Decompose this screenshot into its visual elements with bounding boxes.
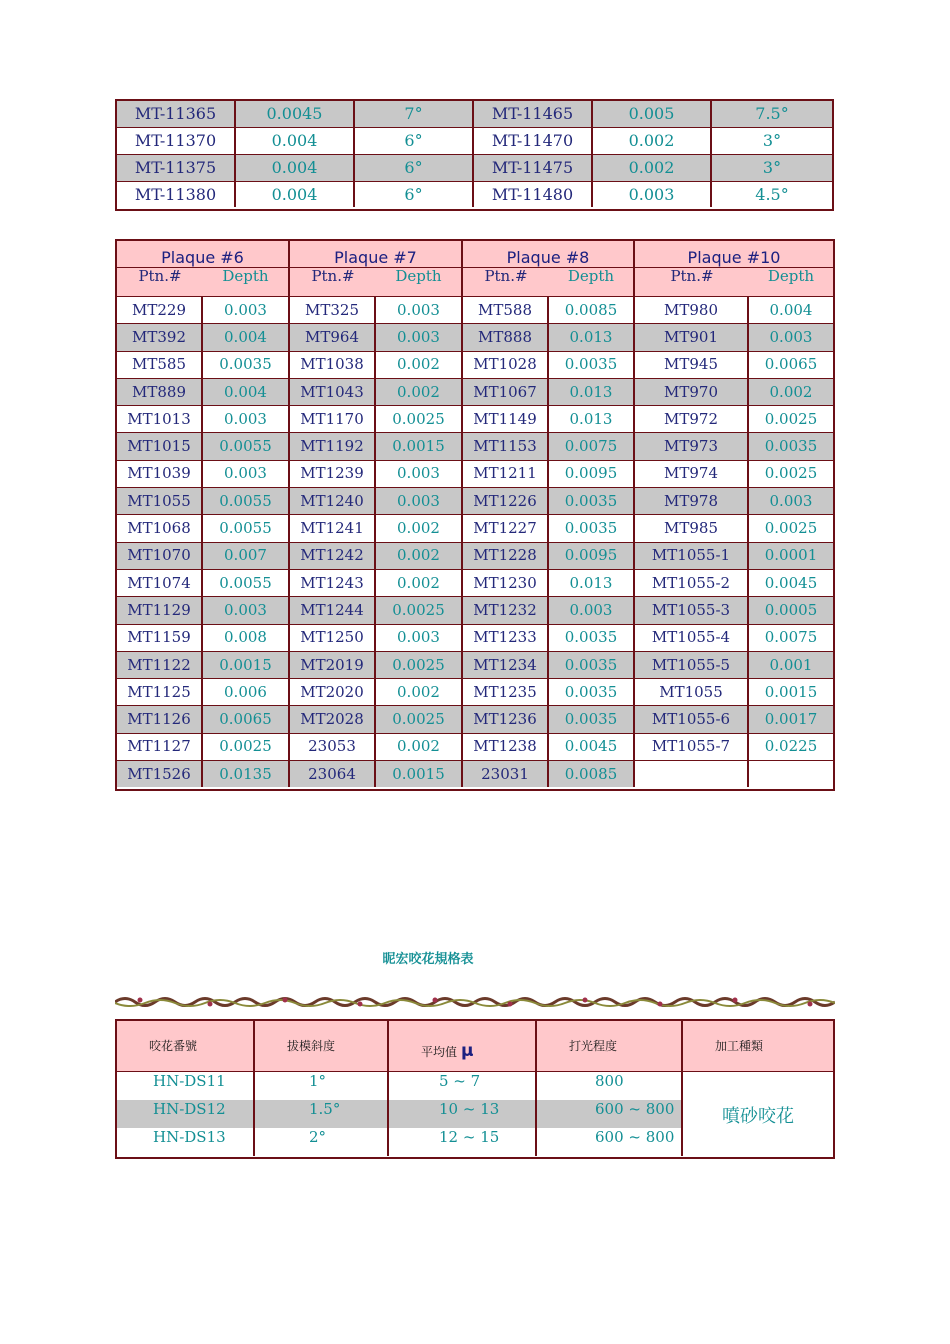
depth-value: 0.002 bbox=[376, 543, 463, 569]
mt-cell: 3° bbox=[762, 131, 782, 150]
plaque-row bbox=[117, 678, 833, 705]
pattern-number: MT1055-5 bbox=[635, 652, 749, 678]
pattern-number: MT1055-6 bbox=[635, 706, 749, 732]
pattern-number: MT1055-4 bbox=[635, 625, 749, 651]
decorative-vine-divider bbox=[115, 995, 835, 1009]
depth-value: 0.0055 bbox=[203, 515, 290, 541]
plaque-row bbox=[117, 378, 833, 405]
depth-value: 0.0045 bbox=[549, 734, 635, 760]
mt-row bbox=[117, 128, 832, 155]
plaque-title: Plaque #10 bbox=[687, 248, 781, 267]
depth-value: 0.003 bbox=[376, 324, 463, 350]
depth-value: 0.0017 bbox=[764, 710, 818, 729]
depth-value: 0.0035 bbox=[203, 352, 290, 378]
plaque-row bbox=[117, 733, 833, 760]
depth-value: 0.002 bbox=[376, 379, 463, 405]
pattern-number: MT1125 bbox=[117, 679, 203, 705]
mt-cell: 0.004 bbox=[236, 128, 355, 154]
pattern-number: MT1038 bbox=[290, 352, 376, 378]
spec-header-cell bbox=[389, 1021, 537, 1071]
depth-value: 0.003 bbox=[376, 488, 463, 514]
depth-value: 0.003 bbox=[203, 461, 290, 487]
spec-row bbox=[117, 1128, 683, 1156]
plaque-title: Plaque #8 bbox=[506, 248, 590, 267]
pattern-number: 23053 bbox=[290, 734, 376, 760]
pattern-number: MT888 bbox=[463, 324, 549, 350]
mt-cell: MT-11465 bbox=[474, 101, 593, 127]
pattern-number: MT1227 bbox=[463, 515, 549, 541]
plaque-header bbox=[117, 241, 833, 296]
depth-value: 0.001 bbox=[769, 655, 813, 674]
pattern-number: MT1526 bbox=[117, 761, 203, 787]
depth-value: 0.013 bbox=[549, 379, 635, 405]
depth-value: 0.0025 bbox=[764, 409, 818, 428]
pattern-number: MT1055-1 bbox=[635, 543, 749, 569]
depth-value: 0.0035 bbox=[549, 706, 635, 732]
depth-value: 0.0025 bbox=[203, 734, 290, 760]
spec-title: 昵宏咬花規格表 bbox=[382, 952, 474, 967]
spec-cell: HN-DS13 bbox=[117, 1128, 255, 1156]
depth-value: 0.003 bbox=[376, 461, 463, 487]
depth-value: 0.0025 bbox=[376, 706, 463, 732]
depth-value: 0.004 bbox=[203, 379, 290, 405]
depth-value: 0.007 bbox=[203, 543, 290, 569]
plaque-row bbox=[117, 405, 833, 432]
plaque-group-header bbox=[635, 241, 833, 296]
spec-cell: 600 ~ 800 bbox=[537, 1100, 683, 1128]
plaque-subheader bbox=[117, 267, 288, 285]
pattern-number: MT1055-7 bbox=[635, 734, 749, 760]
pattern-number: MT1153 bbox=[463, 433, 549, 459]
mt-cell: 0.005 bbox=[593, 101, 712, 127]
plaque-row bbox=[117, 542, 833, 569]
depth-value: 0.0075 bbox=[549, 433, 635, 459]
depth-value: 0.004 bbox=[769, 300, 813, 319]
pattern-number bbox=[635, 761, 749, 787]
spec-header-label: 拔模斜度 bbox=[287, 1039, 336, 1053]
pattern-number: MT1055-2 bbox=[635, 570, 749, 596]
mt-cell: 0.004 bbox=[236, 182, 355, 207]
spec-cell: 5 ~ 7 bbox=[389, 1072, 537, 1100]
pattern-number: MT1230 bbox=[463, 570, 549, 596]
pattern-number: MT1233 bbox=[463, 625, 549, 651]
depth-value: 0.002 bbox=[769, 382, 813, 401]
depth-value: 0.0035 bbox=[549, 679, 635, 705]
depth-value: 0.0055 bbox=[203, 433, 290, 459]
depth-value: 0.0225 bbox=[764, 737, 818, 756]
pattern-number: MT985 bbox=[635, 515, 749, 541]
depth-value: 0.003 bbox=[203, 406, 290, 432]
pattern-number: MT1067 bbox=[463, 379, 549, 405]
spec-header-cell bbox=[683, 1021, 833, 1071]
depth-column-header: Depth bbox=[767, 267, 815, 285]
plaque-row bbox=[117, 705, 833, 732]
pattern-number: MT1043 bbox=[290, 379, 376, 405]
depth-value: 0.0035 bbox=[549, 625, 635, 651]
spec-row bbox=[117, 1100, 683, 1128]
pattern-number: MT1192 bbox=[290, 433, 376, 459]
mt-cell: 7° bbox=[355, 101, 474, 127]
plaque-group-header bbox=[290, 241, 463, 296]
pattern-number: MT1074 bbox=[117, 570, 203, 596]
pattern-number: MT1149 bbox=[463, 406, 549, 432]
depth-value: 0.003 bbox=[769, 491, 813, 510]
mt-row bbox=[117, 101, 832, 128]
pattern-number: MT1242 bbox=[290, 543, 376, 569]
depth-value: 0.0055 bbox=[203, 488, 290, 514]
pattern-number: 23064 bbox=[290, 761, 376, 787]
plaque-subheader bbox=[290, 267, 461, 285]
depth-value: 0.003 bbox=[549, 597, 635, 623]
pattern-number: MT978 bbox=[635, 488, 749, 514]
depth-value: 0.002 bbox=[376, 515, 463, 541]
depth-value: 0.0035 bbox=[549, 515, 635, 541]
spec-header-cell bbox=[255, 1021, 389, 1071]
pattern-number: MT1232 bbox=[463, 597, 549, 623]
plaque-row bbox=[117, 296, 833, 323]
mt-cell: MT-11365 bbox=[117, 101, 236, 127]
depth-column-header: Depth bbox=[567, 267, 615, 285]
depth-value: 0.0055 bbox=[203, 570, 290, 596]
mt-cell: MT-11380 bbox=[117, 182, 236, 207]
mt-cell: 0.002 bbox=[593, 128, 712, 154]
depth-column-header: Depth bbox=[395, 267, 442, 285]
depth-value: 0.0085 bbox=[549, 297, 635, 323]
depth-value: 0.0065 bbox=[203, 706, 290, 732]
pattern-number: MT1235 bbox=[463, 679, 549, 705]
depth-value: 0.003 bbox=[203, 597, 290, 623]
depth-value: 0.0045 bbox=[764, 573, 818, 592]
plaque-row bbox=[117, 760, 833, 787]
mt-cell: MT-11470 bbox=[474, 128, 593, 154]
depth-value: 0.0015 bbox=[376, 761, 463, 787]
pattern-number: MT1015 bbox=[117, 433, 203, 459]
pattern-number: MT1211 bbox=[463, 461, 549, 487]
plaque-row bbox=[117, 624, 833, 651]
spec-cell: HN-DS11 bbox=[117, 1072, 255, 1100]
plaque-title: Plaque #7 bbox=[334, 248, 417, 267]
mt-cell: 6° bbox=[355, 128, 474, 154]
plaque-row bbox=[117, 487, 833, 514]
depth-value: 0.0085 bbox=[549, 761, 635, 787]
mu-symbol: μ bbox=[461, 1041, 474, 1061]
spec-cell: 10 ~ 13 bbox=[389, 1100, 537, 1128]
depth-value: 0.004 bbox=[203, 324, 290, 350]
mt-cell: MT-11475 bbox=[474, 155, 593, 181]
pattern-number: MT945 bbox=[635, 352, 749, 378]
depth-value: 0.0035 bbox=[549, 488, 635, 514]
spec-cell: 2° bbox=[255, 1128, 389, 1156]
pattern-number: MT1159 bbox=[117, 625, 203, 651]
spec-row bbox=[117, 1072, 683, 1100]
depth-value: 0.013 bbox=[549, 324, 635, 350]
depth-value: 0.006 bbox=[203, 679, 290, 705]
depth-value: 0.0025 bbox=[376, 597, 463, 623]
depth-value: 0.0095 bbox=[549, 543, 635, 569]
ptn-column-header: Ptn.# bbox=[311, 267, 355, 285]
plaque-subheader bbox=[635, 267, 833, 285]
plaque-row bbox=[117, 432, 833, 459]
pattern-number: MT1244 bbox=[290, 597, 376, 623]
spec-table bbox=[115, 1019, 835, 1159]
process-type-cell: 噴砂咬花 bbox=[722, 1105, 794, 1127]
pattern-number: MT901 bbox=[635, 324, 749, 350]
pattern-number: MT1122 bbox=[117, 652, 203, 678]
spec-rows bbox=[117, 1072, 683, 1156]
mt-cell: 3° bbox=[762, 158, 782, 177]
depth-value: 0.0135 bbox=[203, 761, 290, 787]
depth-value: 0.0075 bbox=[764, 628, 818, 647]
plaque-group-header bbox=[463, 241, 635, 296]
depth-value: 0.003 bbox=[376, 625, 463, 651]
pattern-number: MT1170 bbox=[290, 406, 376, 432]
depth-value: 0.0035 bbox=[549, 652, 635, 678]
pattern-number: MT1234 bbox=[463, 652, 549, 678]
spec-cell: 1.5° bbox=[255, 1100, 389, 1128]
spec-header-label: 打光程度 bbox=[569, 1039, 618, 1053]
pattern-number: MT1236 bbox=[463, 706, 549, 732]
depth-value: 0.0035 bbox=[764, 437, 818, 456]
pattern-number: MT1070 bbox=[117, 543, 203, 569]
pattern-number: MT1250 bbox=[290, 625, 376, 651]
pattern-number: MT1228 bbox=[463, 543, 549, 569]
pattern-number: MT964 bbox=[290, 324, 376, 350]
plaque-row bbox=[117, 569, 833, 596]
mt-cell: MT-11370 bbox=[117, 128, 236, 154]
depth-value: 0.002 bbox=[376, 570, 463, 596]
depth-value: 0.0025 bbox=[376, 652, 463, 678]
depth-value: 0.0065 bbox=[764, 355, 818, 374]
mt-cell: MT-11375 bbox=[117, 155, 236, 181]
spec-cell: 800 bbox=[537, 1072, 683, 1100]
mt-cell: 7.5° bbox=[755, 104, 789, 123]
pattern-number: MT1013 bbox=[117, 406, 203, 432]
pattern-number: MT588 bbox=[463, 297, 549, 323]
pattern-number: MT2020 bbox=[290, 679, 376, 705]
depth-value: 0.002 bbox=[376, 679, 463, 705]
plaque-title: Plaque #6 bbox=[161, 248, 244, 267]
depth-value: 0.003 bbox=[769, 327, 813, 346]
pattern-number: MT1226 bbox=[463, 488, 549, 514]
pattern-number: MT1127 bbox=[117, 734, 203, 760]
pattern-number: MT970 bbox=[635, 379, 749, 405]
pattern-number: MT325 bbox=[290, 297, 376, 323]
spec-header-label: 加工種類 bbox=[715, 1039, 764, 1053]
pattern-number: MT1055 bbox=[117, 488, 203, 514]
depth-value: 0.013 bbox=[549, 570, 635, 596]
plaque-group-header bbox=[117, 241, 290, 296]
depth-value: 0.0015 bbox=[203, 652, 290, 678]
mt-cell: 0.004 bbox=[236, 155, 355, 181]
mt-angle-table bbox=[115, 99, 834, 211]
pattern-number: MT1055-3 bbox=[635, 597, 749, 623]
plaque-row bbox=[117, 323, 833, 350]
plaque-row bbox=[117, 351, 833, 378]
pattern-number: MT1240 bbox=[290, 488, 376, 514]
pattern-number: MT1241 bbox=[290, 515, 376, 541]
pattern-number: MT1238 bbox=[463, 734, 549, 760]
plaque-depth-table bbox=[115, 239, 835, 791]
ptn-column-header: Ptn.# bbox=[484, 267, 528, 285]
pattern-number: MT1028 bbox=[463, 352, 549, 378]
depth-value: 0.002 bbox=[376, 352, 463, 378]
plaque-body bbox=[117, 296, 833, 787]
depth-value: 0.0025 bbox=[764, 464, 818, 483]
plaque-row bbox=[117, 596, 833, 623]
pattern-number: MT972 bbox=[635, 406, 749, 432]
depth-value: 0.0005 bbox=[764, 600, 818, 619]
plaque-row bbox=[117, 460, 833, 487]
depth-value: 0.0095 bbox=[549, 461, 635, 487]
pattern-number: MT1068 bbox=[117, 515, 203, 541]
pattern-number: MT585 bbox=[117, 352, 203, 378]
pattern-number: MT1055 bbox=[635, 679, 749, 705]
plaque-row bbox=[117, 514, 833, 541]
depth-value: 0.0001 bbox=[764, 546, 818, 565]
ptn-column-header: Ptn.# bbox=[138, 267, 182, 285]
mt-cell: MT-11480 bbox=[474, 182, 593, 207]
depth-value: 0.0025 bbox=[764, 519, 818, 538]
pattern-number: MT973 bbox=[635, 433, 749, 459]
mt-cell: 0.0045 bbox=[236, 101, 355, 127]
mt-row bbox=[117, 182, 832, 207]
mt-cell: 0.003 bbox=[593, 182, 712, 207]
spec-cell: 12 ~ 15 bbox=[389, 1128, 537, 1156]
mt-cell: 4.5° bbox=[755, 184, 789, 204]
spec-header-row bbox=[117, 1021, 833, 1072]
spec-header-cell bbox=[117, 1021, 255, 1071]
spec-cell: 1° bbox=[255, 1072, 389, 1100]
pattern-number: MT2019 bbox=[290, 652, 376, 678]
pattern-number: MT2028 bbox=[290, 706, 376, 732]
pattern-number: MT974 bbox=[635, 461, 749, 487]
depth-value: 0.0025 bbox=[376, 406, 463, 432]
pattern-number: 23031 bbox=[463, 761, 549, 787]
spec-header-label: 咬花番號 bbox=[149, 1039, 198, 1053]
pattern-number: MT1239 bbox=[290, 461, 376, 487]
mt-cell: 0.002 bbox=[593, 155, 712, 181]
spec-header-cell bbox=[537, 1021, 683, 1071]
plaque-subheader bbox=[463, 267, 633, 285]
pattern-number: MT980 bbox=[635, 297, 749, 323]
pattern-number: MT889 bbox=[117, 379, 203, 405]
depth-value: 0.0015 bbox=[376, 433, 463, 459]
depth-value bbox=[749, 761, 833, 787]
depth-value: 0.003 bbox=[203, 297, 290, 323]
pattern-number: MT229 bbox=[117, 297, 203, 323]
depth-value: 0.013 bbox=[549, 406, 635, 432]
pattern-number: MT1129 bbox=[117, 597, 203, 623]
depth-value: 0.008 bbox=[203, 625, 290, 651]
mt-row bbox=[117, 155, 832, 182]
spec-cell: 600 ~ 800 bbox=[537, 1128, 683, 1156]
pattern-number: MT392 bbox=[117, 324, 203, 350]
plaque-row bbox=[117, 651, 833, 678]
depth-value: 0.0035 bbox=[549, 352, 635, 378]
pattern-number: MT1243 bbox=[290, 570, 376, 596]
mt-cell: 6° bbox=[355, 182, 474, 207]
depth-column-header: Depth bbox=[222, 267, 269, 285]
pattern-number: MT1126 bbox=[117, 706, 203, 732]
spec-cell: HN-DS12 bbox=[117, 1100, 255, 1128]
ptn-column-header: Ptn.# bbox=[670, 267, 714, 285]
mt-cell: 6° bbox=[355, 155, 474, 181]
depth-value: 0.003 bbox=[376, 297, 463, 323]
spec-header-label: 平均值 bbox=[421, 1045, 458, 1059]
depth-value: 0.002 bbox=[376, 734, 463, 760]
pattern-number: MT1039 bbox=[117, 461, 203, 487]
depth-value: 0.0015 bbox=[764, 682, 818, 701]
